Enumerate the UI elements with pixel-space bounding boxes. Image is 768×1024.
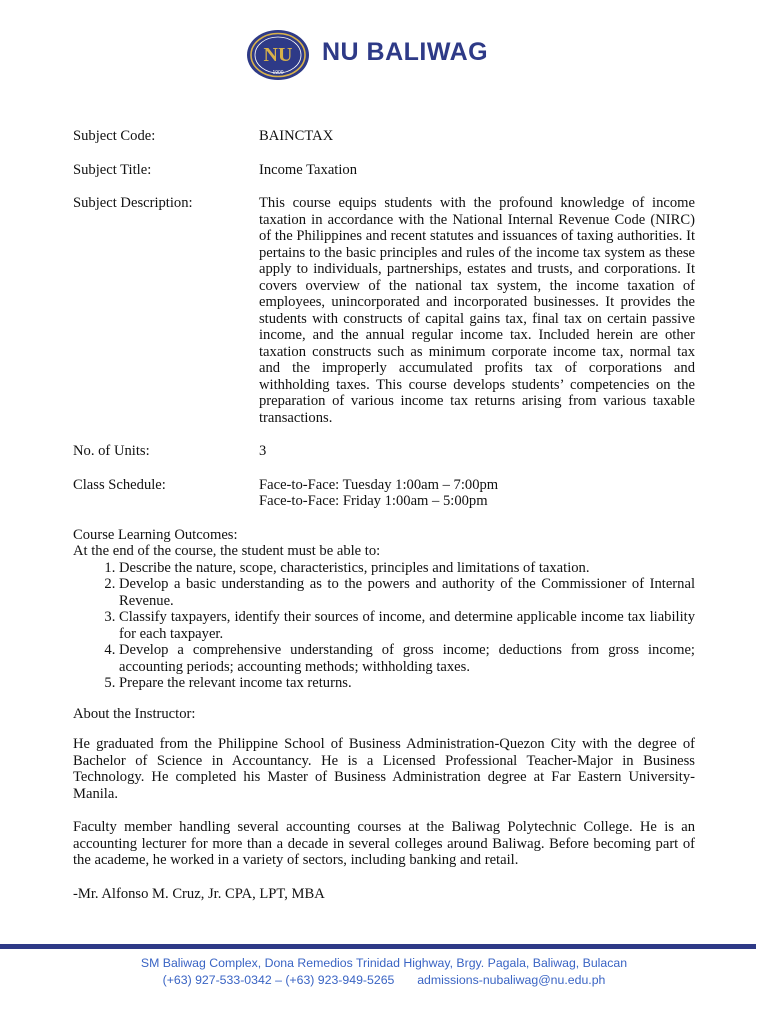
- schedule-line: Face-to-Face: Friday 1:00am – 5:00pm: [259, 493, 488, 509]
- units-label: No. of Units:: [73, 443, 150, 459]
- learning-outcomes-list: [73, 560, 695, 692]
- subject-description-value: This course equips students with the profound knowledge of income taxation in accordance with the National Internal Revenue Code (NIRC) of the Philippines and recent statutes and issuances of taxing authorities. It pertains to the basic principles and rules of the income tax system as these apply to individuals, partnerships, estates and trusts, and corporations. It covers overview of the national tax system, the income taxation of employees, unincorporated and incorporated businesses. It provides the students with constructs of capital gains tax, final tax on certain passive income, and the annual regular income tax. Included herein are other taxation constructs such as minimum corporate income tax, normal tax and the improperly accumulated profits tax of corporations and withholding taxes. This course develops students’ competencies on the preparation of various income tax returns arising from various taxable transactions.: [259, 195, 695, 426]
- outcome-item: 2. Develop a basic understanding as to the powers and authority of the Commissioner of Internal Revenue.: [119, 576, 695, 609]
- outcome-item: 1. Describe the nature, scope, characteristics, principles and limitations of taxation.: [119, 560, 695, 577]
- footer-divider: [0, 944, 756, 949]
- learning-outcomes-heading: Course Learning Outcomes:: [73, 526, 238, 543]
- spacer: [73, 869, 695, 886]
- spacer: [73, 722, 695, 736]
- learning-outcomes-intro: At the end of the course, the student must be able to:: [73, 543, 381, 559]
- learning-outcomes-section: [73, 527, 695, 692]
- footer-phones: (+63) 927-533-0342 – (+63) 923-949-5265: [162, 972, 395, 987]
- subject-description-label: Subject Description:: [73, 195, 193, 211]
- instructor-heading: About the Instructor:: [73, 705, 196, 722]
- brand-name: NU BALIWAG: [322, 38, 489, 66]
- spacer: [73, 802, 695, 819]
- outcome-item: 4. Develop a comprehensive understanding of gross income; deductions from gross income; accounting periods; accounting methods; withholding taxes.: [119, 642, 695, 675]
- subject-title-value: Income Taxation: [259, 161, 357, 178]
- instructor-bio-paragraph: Faculty member handling several accounting courses at the Baliwag Polytechnic College. He is an accounting lecturer for more than a decade in several colleges around Baliwag. Before becoming part of the academe, he worked in a variety of sectors, including banking and retail.: [73, 819, 695, 868]
- subject-code-row: [73, 128, 695, 145]
- spacer: [73, 692, 695, 706]
- seal-year: 1900: [272, 70, 284, 76]
- nu-seal-logo: [245, 28, 311, 82]
- schedule-line: Face-to-Face: Tuesday 1:00am – 7:00pm: [259, 476, 499, 493]
- class-schedule-value: [259, 477, 695, 510]
- subject-description-row: [73, 195, 695, 426]
- course-document: [73, 128, 695, 902]
- class-schedule-label: Class Schedule:: [73, 476, 166, 493]
- instructor-bio-paragraph: He graduated from the Philippine School of Business Administration-Quezon City with the degree of Bachelor of Science in Accountancy. He is a Licensed Professional Teacher-Major in Business Technology. He completed his Master of Business Administration degree at Far Eastern University-Manila.: [73, 736, 695, 802]
- page-header: [0, 0, 768, 96]
- class-schedule-row: [73, 477, 695, 510]
- instructor-signature: -Mr. Alfonso M. Cruz, Jr. CPA, LPT, MBA: [73, 885, 325, 902]
- footer-email[interactable]: admissions-nubaliwag@nu.edu.ph: [417, 972, 606, 987]
- outcome-item: 5. Prepare the relevant income tax returns.: [119, 675, 695, 692]
- units-value: 3: [259, 443, 267, 459]
- units-row: [73, 443, 695, 460]
- outcome-item: 3. Classify taxpayers, identify their sources of income, and determine applicable income tax liability for each taxpayer.: [119, 609, 695, 642]
- seal-letters: NU: [263, 44, 293, 66]
- subject-code-value: BAINCTAX: [259, 128, 334, 144]
- subject-title-row: [73, 162, 695, 179]
- instructor-section: [73, 706, 695, 903]
- subject-title-label: Subject Title:: [73, 161, 152, 178]
- subject-code-label: Subject Code:: [73, 128, 156, 144]
- footer-address: SM Baliwag Complex, Dona Remedios Trinidad Highway, Brgy. Pagala, Baliwag, Bulacan: [140, 956, 628, 970]
- page-footer: [0, 955, 768, 988]
- footer-contact: [0, 972, 768, 989]
